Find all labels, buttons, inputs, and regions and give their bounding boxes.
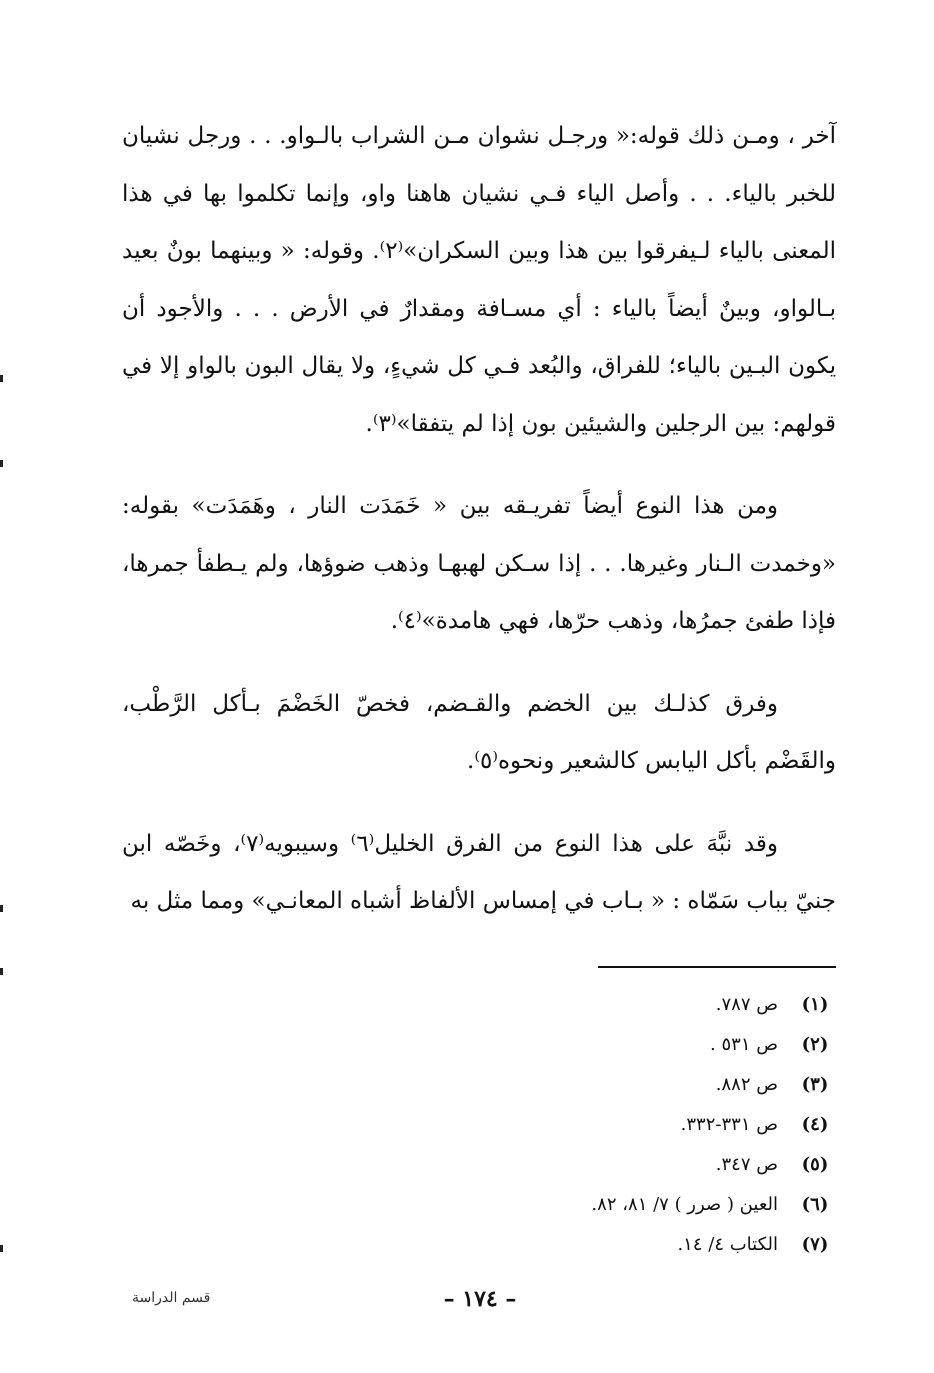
footnote-text: الكتاب ٤/ ١٤. [677, 1234, 778, 1255]
paragraph-2: ومن هذا النوع أيضاً تفريـقه بين « خَمَدَت النار ، وهَمَدَت» بقوله: «وخمدت الـنار وغيرها. . . إذا سـكن لهبهـا وذهب ضوؤها، ولم يـطفأ جمرها، فإذا طفئ جمرُها، وذهب حرّها، فهي هامدة»⁽٤⁾. [122, 493, 836, 634]
footnote-number: (٧) [801, 1234, 829, 1255]
footnote-4 [436, 1105, 836, 1145]
scan-edge-mark [0, 1245, 3, 1252]
scan-edge-mark [0, 968, 3, 975]
section-label: قسم الدراسة [132, 1290, 211, 1306]
paragraph-1: آخر ، ومـن ذلك قوله:« ورجـل نشوان مـن الشراب بالـواو. . . ورجل نشيان للخبر بالياء. . . وأصل الياء فـي نشيان هاهنا واو، وإنما تكلموا بها في هذا المعنى بالياء لـيفرقوا بين هذا وبين السكران»⁽٢⁾. وقوله: « وبينهما بونٌ بعيد بـالواو، وبينٌ أيضاً بالياء : أي مسـافة ومقدارٌ في الأرض . . . والأجود أن يكون البـين بالياء؛ للفراق، والبُعد فـي كل شيءٍ، ولا يقال البون بالواو إلا في قولهم: بين الرجلين والشيئين بون إذا لم يتفقا»⁽٣⁾. [122, 123, 837, 437]
footnote-2 [436, 1025, 836, 1065]
footnotes [436, 985, 836, 1265]
footnote-separator [598, 966, 836, 968]
main-text [122, 108, 836, 956]
paragraph-4: وقد نبَّهَ على هذا النوع من الفرق الخليل⁽٦⁾ وسيبويه⁽٧⁾، وخَصّه ابن جنيّ بباب سَمّاه : « بـاب في إمساس الألفاظ أشباه المعانـي» ومما مثل به [122, 830, 836, 914]
footnote-number: (١) [801, 994, 829, 1015]
footnote-3 [436, 1065, 836, 1105]
footnote-text: ص ٣٤٧. [715, 1154, 778, 1175]
footnote-text: ص ٨٨٢. [715, 1074, 778, 1095]
footnote-number: (٦) [801, 1194, 829, 1215]
footnote-text: ص ٣٣١-٣٣٢. [680, 1114, 778, 1135]
footnote-5 [436, 1145, 836, 1185]
footnote-number: (٤) [801, 1114, 829, 1135]
footnote-1 [436, 985, 836, 1025]
scan-edge-mark [0, 905, 3, 912]
paragraph-3: وفرق كذلـك بين الخضم والقـضم، فخصّ الخَضْمَ بـأكل الرَّطْب، والقَضْم بأكل اليابس كالشعير ونحوه⁽٥⁾. [122, 690, 836, 774]
footnote-number: (٥) [801, 1154, 829, 1175]
footnote-number: (٣) [801, 1074, 829, 1095]
scan-edge-mark [0, 375, 3, 382]
footnote-text: ص ٥٣١ . [710, 1034, 778, 1055]
footnote-text: ص ٧٨٧. [715, 994, 778, 1015]
scan-edge-mark [0, 460, 3, 467]
footnote-6 [436, 1185, 836, 1225]
footnote-7 [436, 1225, 836, 1265]
footnote-text: العين ( صرر ) ٧/ ٨١، ٨٢. [591, 1194, 778, 1215]
page-number: – ١٧٤ – [443, 1286, 517, 1312]
footnote-number: (٢) [801, 1034, 829, 1055]
